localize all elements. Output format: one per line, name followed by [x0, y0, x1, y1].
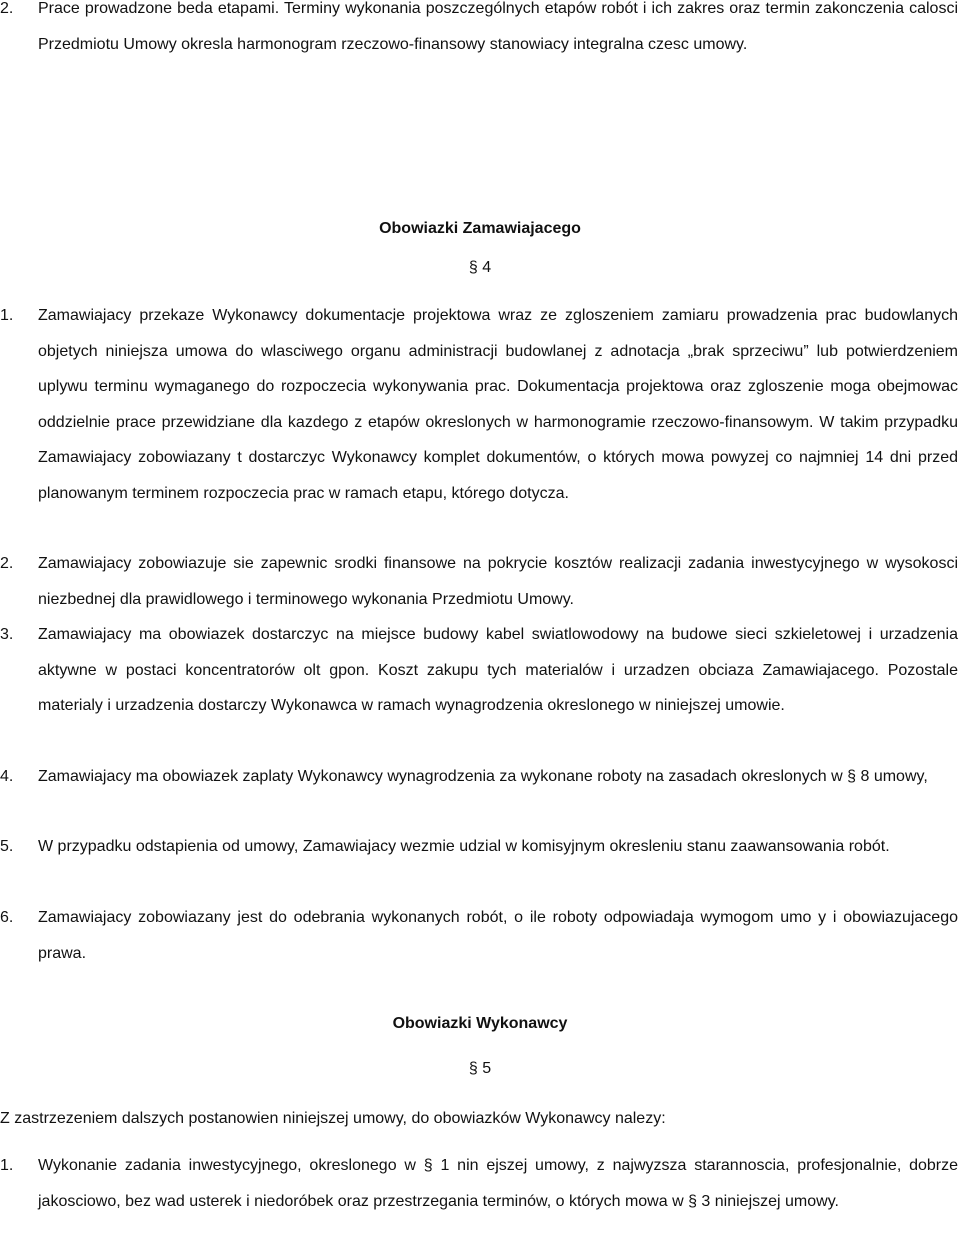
- list-text: Prace prowadzone beda etapami. Terminy wykonania poszczególnych etapów robót i ich zakres oraz termin zakonczenia calosci Przedmiotu Umowy okresla harmonogram rzeczowo-finansowy stanowiacy integralna czesc umowy.: [38, 0, 958, 53]
- section-heading-wykonawca: Obowiazki Wykonawcy: [392, 1015, 568, 1032]
- list-number: 6.: [0, 909, 14, 926]
- list-number: 2.: [0, 555, 14, 572]
- list-number: 1.: [0, 1157, 14, 1174]
- section-heading-zamawiajacy: Obowiazki Zamawiajacego: [379, 220, 581, 237]
- paragraph-number-4: § 4: [468, 259, 492, 276]
- list-number: 4.: [0, 768, 14, 785]
- list-text: Wykonanie zadania inwestycyjnego, okreslonego w § 1 nin ejszej umowy, z najwyzsza starannoscia, profesjonalnie, dobrze jakosciowo, bez wad usterek i niedoróbek oraz przestrzegania terminów, o których mowa w § 3 niniejszej umowy.: [38, 1157, 958, 1210]
- list-number: 2.: [0, 0, 14, 17]
- list-number: 1.: [0, 307, 14, 324]
- section-lead-text: Z zastrzezeniem dalszych postanowien niniejszej umowy, do obowiazków Wykonawcy nalezy:: [0, 1110, 666, 1127]
- list-number: 3.: [0, 626, 14, 643]
- list-text: Zamawiajacy ma obowiazek dostarczyc na miejsce budowy kabel swiatlowodowy na budowe sieci szkieletowej i urzadzenia aktywne w postaci koncentratorów olt gpon. Koszt zakupu tych materialów i urzadzen obciaza Zamawiajacego. Pozostale materialy i urzadzenia dostarczy Wykonawca w ramach wynagrodzenia okreslonego w niniejszej umowie.: [38, 626, 958, 714]
- list-number: 5.: [0, 838, 14, 855]
- list-text: Zamawiajacy ma obowiazek zaplaty Wykonawcy wynagrodzenia za wykonane roboty na zasadach okreslonych w § 8 umowy,: [38, 768, 928, 785]
- list-text: Zamawiajacy przekaze Wykonawcy dokumentacje projektowa wraz ze zgloszeniem zamiaru prowadzenia prac budowlanych objetych niniejsza umowa do wlasciwego organu administracji budowlanej z adnotacja „brak sprzeciwu” lub potwierdzeniem uplywu terminu wymaganego do rozpoczecia wykonywania prac. Dokumentacja projektowa oraz zgloszenie moga obejmowac oddzielnie prace przewidziane dla kazdego z etapów okreslonych w harmonogramie rzeczowo-finansowym. W takim przypadku Zamawiajacy zobowiazany t dostarczyc Wykonawcy komplet dokumentów, o których mowa powyzej co najmniej 14 dni przed planowanym terminem rozpoczecia prac w ramach etapu, którego dotycza.: [38, 307, 958, 502]
- list-text: W przypadku odstapienia od umowy, Zamawiajacy wezmie udzial w komisyjnym okresleniu stanu zaawansowania robót.: [38, 838, 890, 855]
- list-text: Zamawiajacy zobowiazany jest do odebrania wykonanych robót, o ile roboty odpowiadaja wymogom umo y i obowiazujacego prawa.: [38, 909, 958, 962]
- list-text: Zamawiajacy zobowiazuje sie zapewnic srodki finansowe na pokrycie kosztów realizacji zadania inwestycyjnego w wysokosci niezbednej dla prawidlowego i terminowego wykonania Przedmiotu Umowy.: [38, 555, 958, 608]
- paragraph-number-5: § 5: [468, 1060, 492, 1077]
